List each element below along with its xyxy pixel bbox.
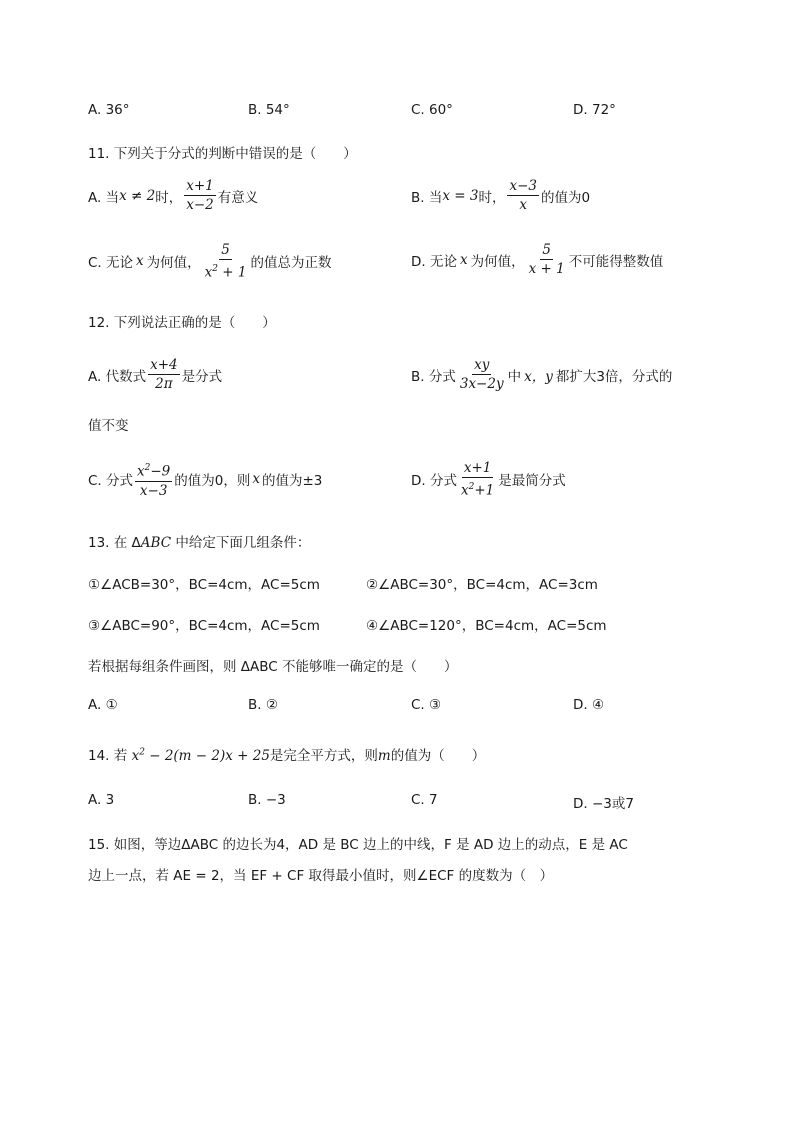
q12-d-numerator: x+1 — [463, 460, 492, 476]
q12-a-fraction — [148, 357, 180, 392]
q11-b-tail: 的值为0 — [540, 189, 591, 206]
q14-var: m — [377, 748, 391, 764]
q11-a-mid: 时， — [155, 189, 183, 206]
q11-d-fraction — [527, 242, 567, 277]
q11-c-fraction — [203, 242, 249, 281]
q12-b-mid: 中 — [507, 368, 522, 385]
q15-line-1: 15. 如图，等边ΔABC 的边长为4，AD 是 BC 边上的中线，F 是 AD 边上的动点，E 是 AC — [88, 837, 628, 853]
q13-condition-4: ④∠ABC=120°，BC=4cm，AC=5cm — [366, 618, 607, 634]
q14-stem-post: 的值为（ ） — [390, 748, 486, 764]
q11-d-denominator: x + 1 — [528, 261, 565, 277]
q11-a-numerator: x+1 — [186, 178, 214, 194]
q14-stem-pre: 14. 若 — [88, 748, 128, 764]
q12-stem: 12. 下列说法正确的是（ ） — [88, 315, 276, 331]
q10-option-d: D. 72° — [573, 102, 616, 118]
q13-condition-3: ③∠ABC=90°，BC=4cm，AC=5cm — [88, 618, 320, 634]
q14-option-c: C. 7 — [411, 792, 438, 808]
q11-c-numerator: 5 — [221, 242, 230, 258]
q13-option-c: C. ③ — [411, 697, 442, 713]
q12-option-a — [88, 357, 222, 392]
q11-d-label: D. 无论 — [411, 253, 457, 270]
q13-option-d: D. ④ — [573, 697, 605, 713]
q12-c-tail: 的值为±3 — [262, 473, 323, 490]
q12-option-b — [411, 357, 672, 392]
q11-c-tail: 的值总为正数 — [250, 255, 332, 272]
q11-a-label: A. 当 — [88, 189, 120, 206]
q12-b-tail: 都扩大3倍，分式的 — [555, 368, 673, 385]
q14-expr-base: x — [131, 748, 140, 764]
q12-option-d — [411, 460, 566, 499]
q11-b-label: B. 当 — [411, 189, 443, 206]
q12-a-numerator: x+4 — [150, 357, 178, 373]
q12-d-tail: 是最简分式 — [498, 473, 566, 490]
q11-d-mid: 为何值， — [470, 253, 525, 270]
q11-option-c — [88, 242, 331, 281]
q12-d-den-base: x — [460, 482, 469, 499]
q12-d-den-exp: 2 — [468, 482, 475, 492]
q12-c-num-exp: 2 — [144, 463, 151, 473]
q12-b-vars: x，y — [524, 368, 553, 385]
q13-option-b: B. ② — [248, 697, 278, 713]
q11-a-tail: 有意义 — [217, 189, 259, 206]
q11-c-den-tail: + 1 — [218, 264, 247, 281]
q12-d-den-tail: +1 — [474, 482, 495, 499]
q11-stem: 11. 下列关于分式的判断中错误的是（ ） — [88, 146, 357, 162]
q15-line-2: 边上一点，若 AE = 2，当 EF + CF 取得最小值时，则∠ECF 的度数为（ ） — [88, 868, 554, 884]
q14-stem-mid: 是完全平方式，则 — [269, 748, 378, 764]
q14-expr-rest: − 2(m − 2)x + 25 — [144, 748, 270, 764]
q11-b-mid: 时， — [478, 189, 506, 206]
q12-c-label: C. 分式 — [88, 473, 134, 490]
q11-c-mid: 为何值， — [146, 255, 201, 272]
q14-option-a: A. 3 — [88, 792, 115, 808]
q11-c-denominator — [203, 260, 249, 281]
q12-a-label: A. 代数式 — [88, 368, 147, 385]
q13-stem — [88, 531, 310, 551]
q11-b-numerator: x−3 — [509, 178, 537, 194]
q12-c-num-tail: −9 — [150, 463, 171, 480]
q12-a-tail: 是分式 — [181, 368, 223, 385]
q11-option-a — [88, 178, 258, 213]
q12-c-num-base: x — [137, 463, 145, 480]
q13-condition-2: ②∠ABC=30°，BC=4cm，AC=3cm — [366, 577, 598, 593]
q14-expr-exp: 2 — [139, 747, 145, 758]
q11-a-fraction — [184, 178, 216, 213]
q12-b-label: B. 分式 — [411, 368, 456, 385]
q12-b-denominator: 3x−2y — [459, 376, 504, 392]
q13-triangle: ABC — [140, 535, 172, 551]
q10-option-a: A. 36° — [88, 102, 130, 118]
q10-option-c: C. 60° — [411, 102, 453, 118]
q11-d-var: x — [459, 251, 468, 268]
q12-d-fraction — [459, 460, 496, 499]
q12-c-denominator: x−3 — [139, 482, 168, 499]
q14-expression — [132, 748, 270, 764]
q13-stem-pre: 13. 在 Δ — [88, 535, 141, 551]
q13-question: 若根据每组条件画图，则 ΔABC 不能够唯一确定的是（ ） — [88, 659, 458, 675]
q12-b-continuation: 值不变 — [88, 418, 129, 434]
q13-option-a: A. ① — [88, 697, 118, 713]
q11-d-tail: 不可能得整数值 — [568, 253, 664, 270]
q14-option-d: D. −3或7 — [573, 796, 634, 812]
q11-option-b — [411, 178, 590, 213]
q12-c-mid: 的值为0，则 — [174, 473, 251, 490]
q11-option-d — [411, 242, 663, 277]
q13-stem-post: 中给定下面几组条件： — [171, 535, 311, 551]
q11-d-numerator: 5 — [542, 242, 551, 258]
q12-d-denominator — [459, 478, 496, 499]
q11-c-label: C. 无论 — [88, 255, 134, 272]
q12-a-denominator: 2π — [155, 376, 173, 392]
q12-c-fraction — [135, 460, 172, 499]
q11-a-condition: x ≠ 2 — [119, 187, 156, 204]
q12-c-numerator — [135, 460, 172, 482]
q11-b-condition: x = 3 — [442, 187, 479, 204]
q12-b-fraction — [458, 357, 506, 392]
q14-option-b: B. −3 — [248, 792, 286, 808]
q11-c-den-exp: 2 — [212, 264, 218, 274]
q13-condition-1: ①∠ACB=30°，BC=4cm，AC=5cm — [88, 577, 320, 593]
q12-option-c — [88, 460, 322, 499]
q11-b-denominator: x — [519, 197, 528, 213]
q11-b-fraction — [507, 178, 539, 213]
q12-b-numerator: xy — [474, 357, 490, 373]
q11-c-den-base: x — [204, 264, 213, 281]
q11-a-denominator: x−2 — [186, 197, 214, 213]
q11-c-var: x — [136, 253, 144, 270]
q14-stem — [88, 744, 485, 764]
q12-c-var: x — [252, 471, 260, 488]
q10-option-b: B. 54° — [248, 102, 290, 118]
q12-d-label: D. 分式 — [411, 473, 457, 490]
